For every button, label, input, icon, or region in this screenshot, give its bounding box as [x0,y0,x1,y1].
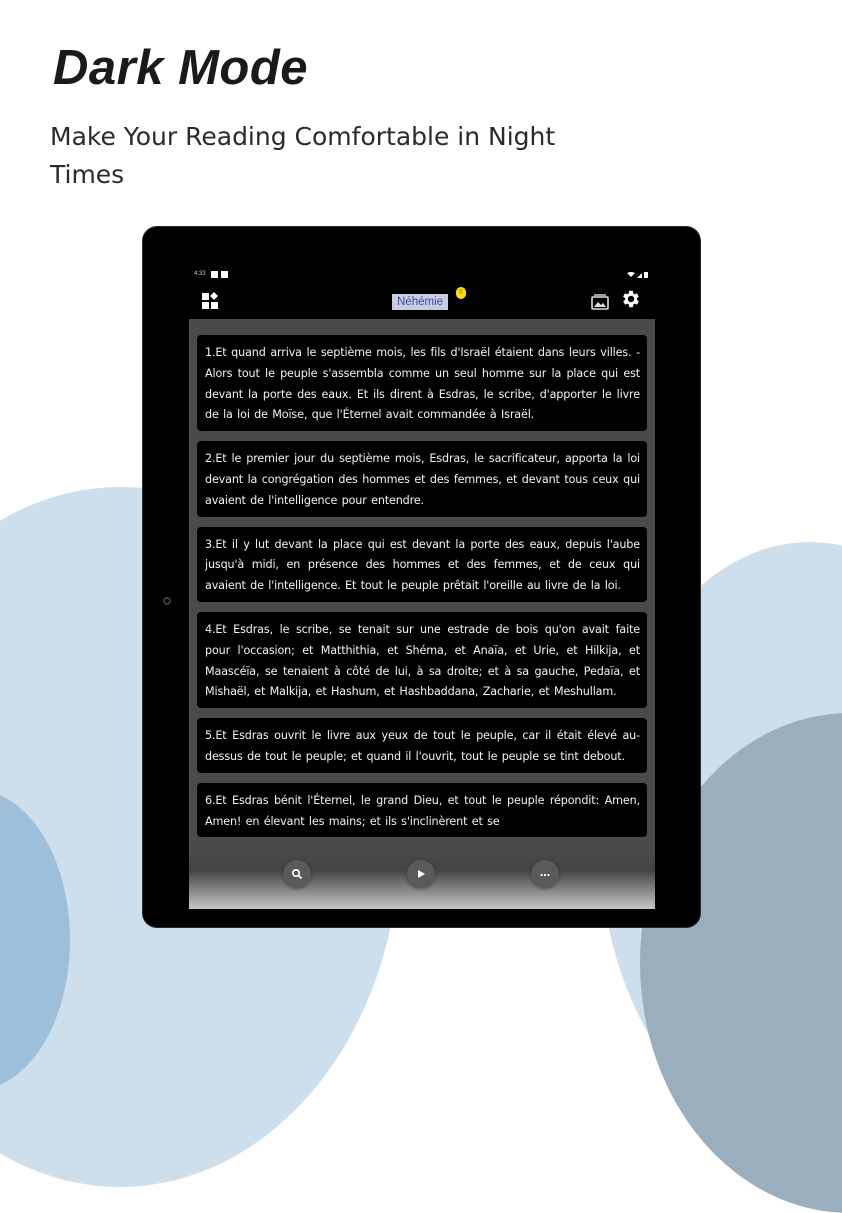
book-name: Néhémie [397,296,444,308]
verse-card-6[interactable]: 6.Et Esdras bénit l'Éternel, le grand Dieu, et tout le peuple répondit: Amen, Amen! en élevant les mains; et ils s'inclinèrent et se [197,783,647,838]
status-icons [627,271,649,281]
verse-card-3[interactable]: 3.Et il y lut devant la place qui est devant la porte des eaux, depuis l'aube jusqu'à midi, en présence des hommes et des femmes, et de ceux qui avaient de l'intelligence. Et tout le peuple prêtait l'oreille au livre de la loi. [197,527,647,602]
verse-card-1[interactable]: 1.Et quand arriva le septième mois, les fils d'Israël étaient dans leurs villes. -Alors tout le peuple s'assembla comme un seul homme sur la place qui est devant la porte des eaux. Et ils dirent à Esdras, le scribe, d'apporter le livre de la loi de Moïse, que l'Éternel avait commandée à Israël. [197,335,647,431]
play-icon [415,868,427,880]
more-icon [539,868,551,880]
image-gallery-icon[interactable] [589,291,611,313]
wifi-signal-battery-icon [627,271,649,279]
gear-icon[interactable] [620,288,642,310]
status-bar [189,269,655,283]
verse-list[interactable] [189,319,655,909]
camera-icon [163,597,171,605]
book-selector[interactable] [392,294,448,310]
app-toolbar [189,287,655,317]
app-screen [189,269,655,909]
notification-icon [211,271,218,278]
verse-card-2[interactable]: 2.Et le premier jour du septième mois, Esdras, le sacrificateur, apporta la loi devant la congrégation des hommes et des femmes, et devant tous ceux qui avaient de l'intelligence pour entendre. [197,441,647,516]
tablet-device [143,227,700,927]
search-button[interactable] [283,860,311,888]
more-button[interactable] [531,860,559,888]
promo-headline: Dark Mode [53,41,309,95]
verse-card-5[interactable]: 5.Et Esdras ouvrit le livre aux yeux de tout le peuple, car il était élevé au-dessus de tout le peuple; et quand il l'ouvrit, tout le peuple se tint debout. [197,718,647,773]
verse-card-4[interactable]: 4.Et Esdras, le scribe, se tenait sur une estrade de bois qu'on avait faite pour l'occasion; et Matthithia, et Shéma, et Anaïa, et Urie, et Hilkija, et Maascéïa, se tenaient à côté de lui, à sa droite; et à sa gauche, Pedaïa, et Mishaël, et Malkija, et Hashum, et Hashbaddana, Zacharie, et Meshullam. [197,612,647,708]
chapter-badge[interactable]: 8 [456,287,466,299]
play-button[interactable] [407,860,435,888]
promo-subline: Make Your Reading Comfortable in Night Times [50,122,556,189]
search-icon [291,868,303,880]
books-grid-icon[interactable] [200,291,222,313]
notification-icon [221,271,228,278]
status-time: 4:33 [194,271,206,277]
